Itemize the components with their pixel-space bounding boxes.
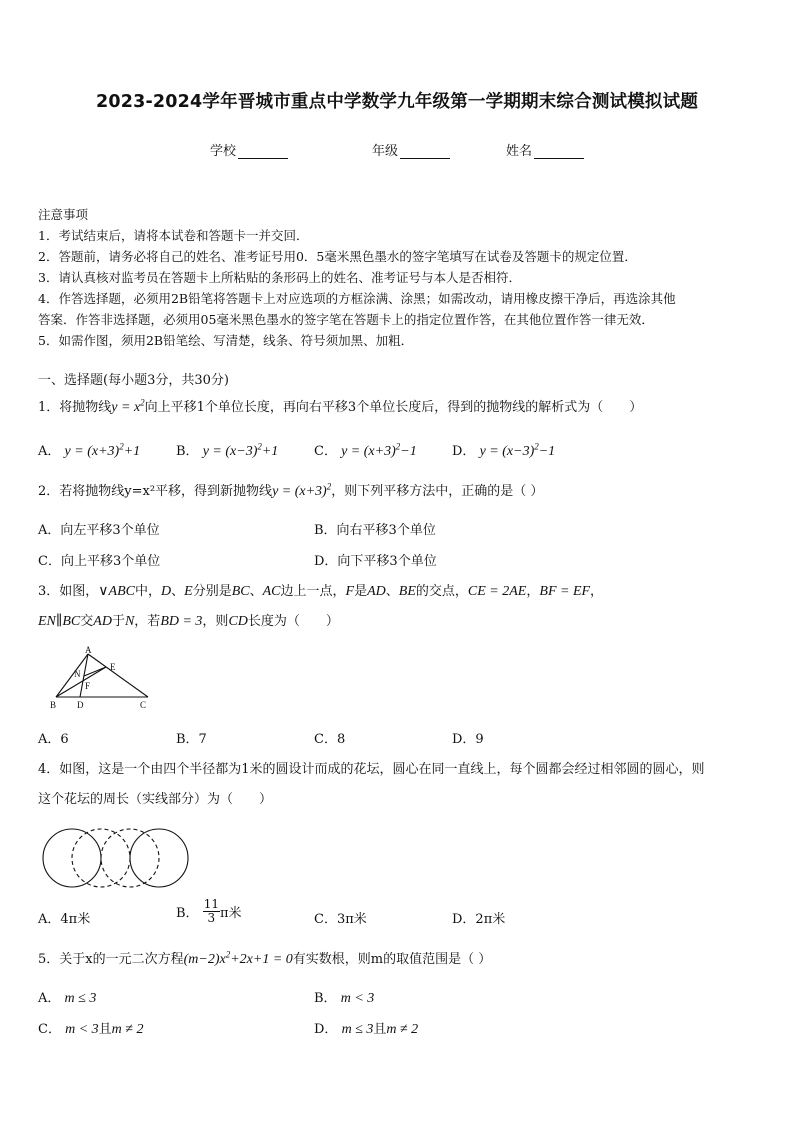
q1-option-c-formula: $y = (x+3)^2-1$ (341, 441, 417, 459)
q3-triangle-figure (44, 646, 156, 712)
q1-option-a-formula: $y = (x+3)^2+1$ (64, 441, 141, 459)
q3-option-b[interactable]: B．7 (176, 732, 207, 747)
note-item: 4．作答选择题，必须用2B铅笔将答题卡上对应选项的方框涂满、涂黑；如需改动，请用橡皮擦干净后，再选涂其他 (38, 291, 676, 306)
q2-formula: $y = (x+3)^2$ (272, 481, 332, 499)
label-d: D (77, 700, 84, 710)
q4-option-d[interactable]: D．2π米 (452, 912, 506, 927)
q1-option-d[interactable]: D． $y = (x-3)^2-1$ (452, 441, 556, 459)
q2-option-c[interactable]: C．向上平移3个单位 (38, 554, 161, 569)
triangle-side-ab (56, 654, 91, 697)
q1-option-d-formula: $y = (x-3)^2-1$ (479, 441, 556, 459)
q1-option-c[interactable]: C． $y = (x+3)^2-1$ (314, 441, 417, 459)
segment-en (84, 667, 106, 676)
school-label: 学校 (210, 144, 237, 159)
q1-text: 1．将抛物线 (38, 400, 112, 415)
label-f: F (85, 681, 91, 691)
q4-option-b[interactable]: B． $\frac{11}{3}$ π米 (176, 897, 242, 925)
q5-option-c[interactable]: C． m < 3且m ≠ 2 (38, 1022, 144, 1037)
q4-option-c[interactable]: C．3π米 (314, 912, 367, 927)
q2-option-a[interactable]: A．向左平移3个单位 (38, 523, 160, 538)
note-item: 答案．作答非选择题，必须用05毫米黑色墨水的签字笔在答题卡上的指定位置作答，在其他位置作答一律无效． (38, 312, 654, 327)
grade-label: 年级 (372, 144, 399, 159)
q2-option-b[interactable]: B．向右平移3个单位 (314, 523, 436, 538)
q3-option-a[interactable]: A．6 (38, 732, 69, 747)
school-field (210, 140, 288, 159)
q1-option-b[interactable]: B． $y = (x-3)^2+1$ (176, 441, 279, 459)
name-field (506, 140, 584, 159)
q1-option-a[interactable]: A． $y = (x+3)^2+1$ (38, 441, 141, 459)
question-2-stem (38, 482, 764, 502)
label-a: A (85, 646, 92, 655)
question-3-stem-line1: 3．如图，∨ABC中，D、E分别是BC、AC边上一点，F是AD、BE的交点，CE = 2AE，BF = EF， (38, 584, 604, 599)
q4-four-circles-figure (40, 826, 192, 890)
q4-option-a[interactable]: A．4π米 (38, 912, 91, 927)
label-e: E (110, 662, 116, 672)
page-title: 2023-2024学年晋城市重点中学数学九年级第一学期期末综合测试模拟试题 (95, 92, 699, 112)
q5-option-d[interactable]: D． m ≤ 3且m ≠ 2 (314, 1022, 419, 1037)
label-b: B (50, 700, 57, 710)
triangle-side-ac (88, 654, 148, 697)
note-item: 5．如需作图，须用2B铅笔绘、写清楚，线条、符号须加黑、加粗． (38, 333, 414, 348)
question-4-stem-line2: 这个花坛的周长（实线部分）为（ ） (38, 792, 273, 807)
question-3-stem-line2: EN∥BC交AD于N，若BD = 3，则CD长度为（ ） (38, 614, 339, 629)
q3-option-c[interactable]: C．8 (314, 732, 346, 747)
label-c: C (140, 700, 147, 710)
notes-heading: 注意事项 (38, 207, 89, 222)
grade-field (372, 140, 450, 159)
label-n: N (74, 669, 81, 679)
q2-option-d[interactable]: D．向下平移3个单位 (314, 554, 437, 569)
name-label: 姓名 (506, 144, 533, 159)
question-1-stem (38, 398, 764, 418)
q5-equation: $(m-2)x^2+2x+1 = 0$ (183, 949, 293, 967)
question-5-stem: 5．关于x的一元二次方程$(m-2)x^2+2x+1 = 0$有实数根，则m的取值范围是（ ） (38, 949, 492, 967)
grade-blank (400, 144, 450, 159)
q2-text: ，则下列平移方法中，正确的是（ ） (331, 484, 544, 499)
question-4-stem-line1: 4．如图，这是一个由四个半径都为1米的圆设计而成的花坛，圆心在同一直线上，每个圆都会经过相邻圆的圆心，则 (38, 762, 705, 777)
q3-option-d[interactable]: D．9 (452, 732, 484, 747)
note-item: 1．考试结束后，请将本试卷和答题卡一并交回． (38, 228, 309, 243)
q2-text: 2．若将抛物线y=x²平移，得到新抛物线 (38, 484, 273, 499)
note-item: 3．请认真核对监考员在答题卡上所粘贴的条形码上的姓名、准考证号与本人是否相符． (38, 270, 521, 285)
q4-option-b-fraction: $\frac{11}{3}$ (203, 897, 219, 925)
note-item: 2．答题前，请务必将自己的姓名、准考证号用0．5毫米黑色墨水的签字笔填写在试卷及答题卡的规定位置． (38, 249, 637, 264)
notes-section (38, 204, 760, 351)
section-heading: 一、选择题(每小题3分，共30分) (38, 373, 229, 388)
name-blank (534, 144, 584, 159)
q1-option-b-formula: $y = (x-3)^2+1$ (202, 441, 279, 459)
q1-text: 向上平移1个单位长度，再向右平移3个单位长度后，得到的抛物线的解析式为（ ） (144, 400, 643, 415)
school-blank (238, 144, 288, 159)
q5-option-a[interactable]: A． m ≤ 3 (38, 991, 97, 1006)
q1-formula: $y = x^2$ (111, 397, 145, 415)
q5-option-b[interactable]: B． m < 3 (314, 991, 375, 1006)
